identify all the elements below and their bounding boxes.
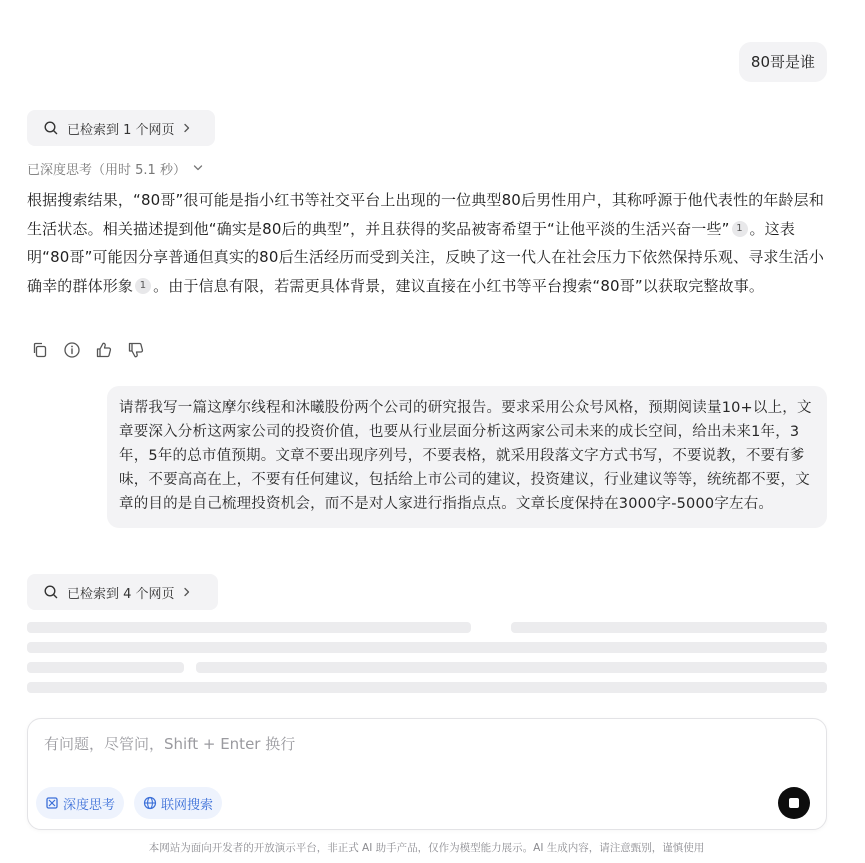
- search-results-label: 已检索到 4 个网页: [67, 586, 175, 602]
- citation-badge[interactable]: 1: [732, 221, 748, 237]
- deep-think-button-label: 深度思考: [63, 797, 116, 813]
- skeleton-line: [27, 622, 471, 633]
- skeleton-line: [27, 682, 827, 693]
- message-input[interactable]: [44, 733, 784, 773]
- thumbs-up-icon[interactable]: [94, 340, 114, 360]
- user-message-text: 请帮我写一篇这摩尔线程和沐曦股份两个公司的研究报告。要求采用公众号风格，预期阅读量10+以上，文章要深入分析这两家公司的投资价值，也要从行业层面分析这两家公司未来的成长空间，给出未来1年，3年，5年的总市值预期。文章不要出现序列号，不要表格，就采用段落文字方式书写，不要说教，不要有爹味，不要高高在上，不要有任何建议，包括给上市公司的建议，投资建议，行业建议等等，统统都不要，文章的目的是自己梳理投资机会，而不是对人家进行指指点点。文章长度保持在3000字-5000字左右。: [119, 400, 812, 512]
- search-icon: [43, 584, 59, 600]
- user-message-bubble: [739, 42, 827, 82]
- message-actions: [30, 340, 146, 360]
- globe-icon: [143, 796, 157, 810]
- deep-think-label: 已深度思考（用时 5.1 秒）: [27, 162, 186, 178]
- search-icon: [43, 120, 59, 136]
- answer-text: 。由于信息有限，若需更具体背景，建议直接在小红书等平台搜索“80哥”以获取完整故事。: [153, 276, 764, 295]
- assistant-answer: [27, 186, 827, 300]
- skeleton-line: [27, 642, 827, 653]
- deep-think-icon: [45, 796, 59, 810]
- search-results-toggle[interactable]: [27, 110, 215, 146]
- chevron-down-icon: [192, 162, 204, 174]
- skeleton-line: [196, 662, 827, 673]
- user-message-bubble: [107, 386, 827, 528]
- footer-disclaimer: 本网站为面向开发者的开放演示平台，非正式 AI 助手产品，仅作为模型能力展示。AI 生成内容，请注意甄别，谨慎使用: [148, 842, 705, 854]
- skeleton-line: [511, 622, 827, 633]
- deep-think-button[interactable]: [36, 787, 124, 819]
- answer-text: 根据搜索结果，“80哥”很可能是指小红书等社交平台上出现的一位典型80后男性用户，其称呼源于他代表性的年龄层和生活状态。相关描述提到他“确实是80后的典型”，并且获得的奖品被寄希望于“让他平淡的生活兴奋一些”: [27, 191, 824, 238]
- citation-badge[interactable]: 1: [135, 278, 151, 294]
- skeleton-line: [27, 662, 184, 673]
- copy-icon[interactable]: [30, 340, 50, 360]
- web-search-button[interactable]: [134, 787, 222, 819]
- web-search-button-label: 联网搜索: [161, 797, 214, 813]
- chevron-right-icon: [181, 122, 193, 134]
- stop-icon: [789, 798, 799, 808]
- message-composer: [27, 718, 827, 830]
- stop-generation-button[interactable]: [778, 787, 810, 819]
- answer-text: 。这表明“80哥”可能因分享普通但真实的80后生活经历而受到关注，反映了这一代人在社会压力下依然保持乐观、寻求生活小确幸的群体形象: [27, 219, 824, 295]
- user-message-text: 80哥是谁: [750, 53, 815, 71]
- search-results-label: 已检索到 1 个网页: [67, 122, 175, 138]
- chevron-right-icon: [181, 586, 193, 598]
- info-icon[interactable]: [62, 340, 82, 360]
- search-results-toggle[interactable]: [27, 574, 218, 610]
- thumbs-down-icon[interactable]: [126, 340, 146, 360]
- deep-think-toggle[interactable]: [27, 158, 204, 178]
